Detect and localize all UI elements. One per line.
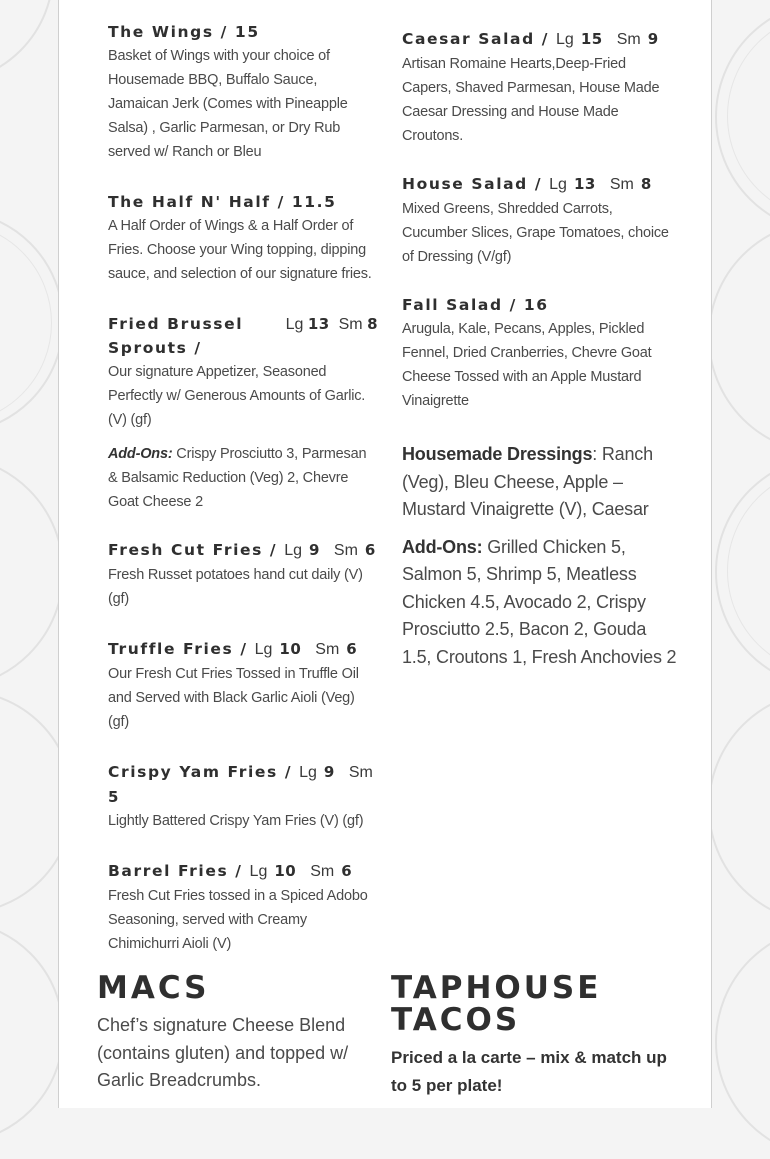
left-column	[108, 20, 378, 982]
item-description: Our signature Appetizer, Seasoned Perfectly w/ Generous Amounts of Garlic. (V) (gf)	[108, 364, 366, 428]
size-label: Lg	[249, 863, 268, 880]
size-label: Sm	[348, 764, 373, 781]
item-title: Barrel Fries /	[108, 862, 243, 880]
price: 10	[274, 862, 297, 880]
addons-label: Add-Ons:	[402, 536, 483, 557]
addons-text: Crispy Prosciutto 3, Parmesan & Balsamic Reduction (Veg) 2, Chevre Goat Cheese 2	[108, 446, 367, 510]
price: 10	[279, 640, 302, 658]
addons-text: Grilled Chicken 5, Salmon 5, Shrimp 5, Meatless Chicken 4.5, Avocado 2, Crispy Prosciutto 2.5, Bacon 2, Gouda 1.5, Croutons 1, Fresh Anchovies 2	[402, 536, 677, 667]
item-title: Fall Salad / 16	[402, 296, 549, 314]
item-title: Truffle Fries /	[108, 640, 248, 658]
tacos-heading	[391, 972, 601, 1036]
item-description: Artisan Romaine Hearts,Deep-Fried Capers, Shaved Parmesan, House Made Caesar Dressing and House Made Croutons.	[402, 56, 660, 144]
item-title: House Salad /	[402, 175, 543, 193]
item-title: Crispy Yam Fries /	[108, 763, 293, 781]
price: 15	[580, 30, 603, 48]
menu-item-caesar-salad	[402, 27, 677, 148]
item-description: A Half Order of Wings & a Half Order of Fries. Choose your Wing topping, dipping sauce, and selection of our signature fries.	[108, 218, 372, 282]
item-description: Our Fresh Cut Fries Tossed in Truffle Oil and Served with Black Garlic Aioli (Veg) (gf)	[108, 666, 359, 730]
item-description: Fresh Cut Fries tossed in a Spiced Adobo Seasoning, served with Creamy Chimichurri Aioli (V)	[108, 888, 368, 952]
tacos-heading-line2: TACOS	[391, 1002, 521, 1038]
price: 13	[573, 175, 596, 193]
menu-item-barrel-fries	[108, 859, 378, 956]
right-column	[402, 27, 677, 671]
menu-item-brussel-sprouts	[108, 312, 378, 514]
item-description: Mixed Greens, Shredded Carrots, Cucumber Slices, Grape Tomatoes, choice of Dressing (V/gf)	[402, 201, 669, 265]
item-title: Fried Brussel Sprouts /	[108, 315, 244, 357]
menu-item-fresh-cut-fries	[108, 538, 378, 611]
price: 5	[108, 788, 119, 806]
item-description: Fresh Russet potatoes hand cut daily (V) (gf)	[108, 567, 363, 607]
price: 13	[307, 315, 330, 333]
item-description: Lightly Battered Crispy Yam Fries (V) (gf)	[108, 813, 364, 829]
housemade-dressings	[402, 441, 677, 524]
size-label: Lg	[556, 31, 574, 48]
item-addons	[108, 442, 378, 514]
item-title: The Wings / 15	[108, 23, 260, 41]
size-label: Sm	[333, 542, 358, 559]
macs-description: Chef’s signature Cheese Blend (contains gluten) and topped w/ Garlic Breadcrumbs.	[97, 1015, 349, 1090]
menu-item-house-salad	[402, 172, 677, 269]
tacos-heading-line1: TAPHOUSE	[391, 970, 602, 1006]
item-title: The Half N' Half / 11.5	[108, 193, 337, 211]
price: 6	[364, 541, 376, 559]
menu-page	[58, 0, 712, 1108]
macs-heading: MACS	[97, 970, 210, 1006]
menu-item-truffle-fries	[108, 637, 378, 734]
dressings-text: : Ranch (Veg), Bleu Cheese, Apple – Mustard Vinaigrette (V), Caesar	[402, 444, 653, 519]
salad-addons	[402, 534, 677, 672]
menu-item-wings	[108, 20, 378, 164]
size-label: Sm	[315, 641, 340, 658]
size-label: Sm	[609, 176, 634, 193]
item-description: Arugula, Kale, Pecans, Apples, Pickled Fennel, Dried Cranberries, Chevre Goat Cheese Tossed with an Apple Mustard Vinaigrette	[402, 321, 652, 409]
size-label: Lg	[285, 316, 304, 333]
size-label: Lg	[549, 176, 567, 193]
item-title: Fresh Cut Fries /	[108, 541, 278, 559]
size-label: Lg	[299, 764, 317, 781]
size-label: Sm	[338, 316, 363, 333]
price: 6	[346, 640, 358, 658]
price: 6	[341, 862, 353, 880]
menu-item-fall-salad	[402, 293, 677, 413]
size-label: Sm	[616, 31, 641, 48]
size-label: Sm	[310, 863, 335, 880]
size-label: Lg	[284, 542, 302, 559]
item-description: Basket of Wings with your choice of Housemade BBQ, Buffalo Sauce, Jamaican Jerk (Comes with Pineapple Salsa) , Garlic Parmesan, or Dry Rub served w/ Ranch or Bleu	[108, 48, 348, 160]
item-title: Caesar Salad /	[402, 30, 550, 48]
size-label: Lg	[254, 641, 273, 658]
dressings-label: Housemade Dressings	[402, 444, 593, 464]
price: 9	[308, 541, 320, 559]
addons-label: Add-Ons:	[108, 446, 173, 462]
price: 9	[647, 30, 659, 48]
price: 8	[640, 175, 652, 193]
tacos-description: Priced a la carte – mix & match up to 5 per plate!	[391, 1048, 667, 1095]
menu-item-half-n-half	[108, 190, 378, 286]
price: 8	[367, 315, 378, 333]
price: 9	[323, 763, 335, 781]
menu-item-yam-fries	[108, 760, 378, 833]
